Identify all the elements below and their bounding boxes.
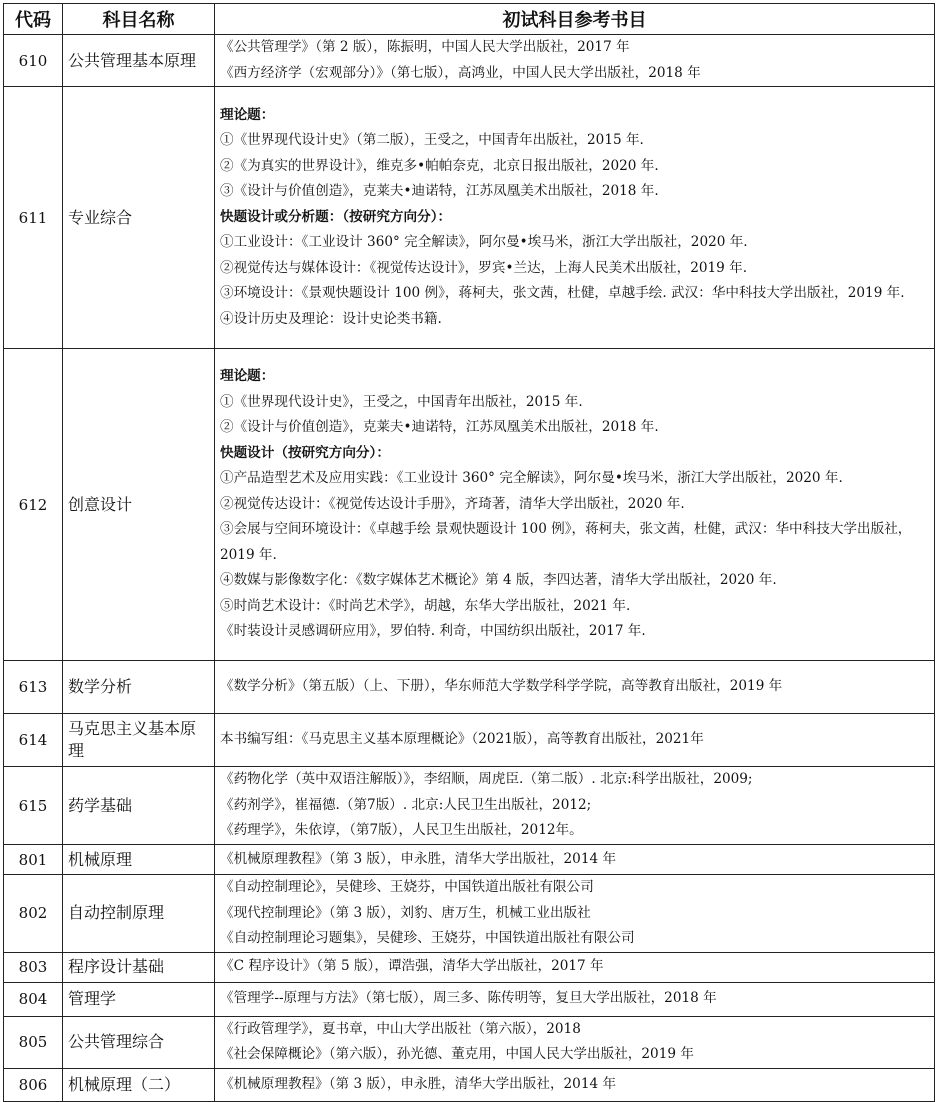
book-entry: ①《世界现代设计史》（第二版），王受之，中国青年出版社，2015 年. [220,132,644,149]
header-reference-books: 初试科目参考书目 [215,4,935,35]
header-row [4,4,935,35]
reference-books [215,87,935,349]
reference-books [215,875,935,953]
book-entry: ①产品造型艺术及应用实践：《工业设计 360° 完全解读》，阿尔曼•埃马米，浙江大学出版社，2020 年. [220,470,843,487]
reference-books [215,661,935,714]
book-entry: ④数媒与影像数字化：《数字媒体艺术概论》第 4 版，李四达著，清华大学出版社，2020 年. [220,572,777,589]
subject-name: 专业综合 [63,87,215,349]
book-entry: ③《设计与价值创造》，克莱夫•迪诺特，江苏凤凰美术出版社，2018 年. [220,183,659,200]
book-entry: 《行政管理学》，夏书章，中山大学出版社（第六版），2018 [220,1020,581,1037]
reference-books [215,767,935,845]
table-row [4,875,935,953]
reference-books [215,952,935,982]
table-row [4,661,935,714]
book-entry: ③环境设计：《景观快题设计 100 例》，蒋柯夫，张文茜，杜健，卓越手绘. 武汉：华中科技大学出版社，2019 年. [220,285,905,302]
book-entry: 《机械原理教程》（第 3 版），申永胜，清华大学出版社，2014 年 [220,1075,617,1092]
book-entry: ④设计历史及理论：设计史论类书籍. [220,310,442,327]
book-entry: 《药物化学（英中双语注解版）》，李绍顺，周虎臣.（第二版）. 北京:科学出版社，2009; [220,771,753,788]
header-code: 代码 [4,4,63,35]
book-entry: 《C 程序设计》（第 5 版），谭浩强，清华大学出版社，2017 年 [220,958,604,975]
reference-books [215,1068,935,1101]
subject-name: 公共管理基本原理 [63,35,215,87]
table-row [4,1068,935,1101]
subject-name: 药学基础 [63,767,215,845]
reference-books [215,35,935,87]
table-row [4,1016,935,1068]
book-entry: 《西方经济学（宏观部分）》（第七版），高鸿业，中国人民大学出版社，2018 年 [220,64,701,81]
subject-code: 611 [4,87,63,349]
table-row [4,349,935,661]
subject-name: 机械原理（二） [63,1068,215,1101]
subject-code: 802 [4,875,63,953]
book-entry: ②视觉传达与媒体设计：《视觉传达设计》，罗宾•兰达，上海人民美术出版社，2019 年. [220,259,748,276]
book-entry: 《自动控制理论习题集》，吴健珍、王娆芬，中国铁道出版社有限公司 [220,930,635,946]
reference-books [215,1016,935,1068]
reference-books [215,714,935,767]
subject-code: 614 [4,714,63,767]
subject-code: 804 [4,982,63,1016]
book-entry: ③会展与空间环境设计：《卓越手绘 景观快题设计 100 例》，蒋柯夫，张文茜，杜健，武汉：华中科技大学出版社，2019 年. [220,521,912,563]
book-entry: 《管理学--原理与方法》（第七版），周三多、陈传明等，复旦大学出版社，2018 年 [220,990,717,1007]
subject-name: 管理学 [63,982,215,1016]
reference-books [215,349,935,661]
book-entry: 《现代控制理论》（第 3 版），刘豹、唐万生，机械工业出版社 [220,904,591,921]
subject-name: 创意设计 [63,349,215,661]
subject-name: 数学分析 [63,661,215,714]
book-entry: ①《世界现代设计史》，王受之，中国青年出版社，2015 年. [220,393,583,410]
table-row [4,952,935,982]
section-heading: 快题设计或分析题：（按研究方向分）： [220,208,452,225]
subject-code: 806 [4,1068,63,1101]
book-entry: ②视觉传达设计：《视觉传达设计手册》，齐琦著，清华大学出版社，2020 年. [220,495,685,512]
table-row [4,35,935,87]
book-entry: 《机械原理教程》（第 3 版），申永胜，清华大学出版社，2014 年 [220,850,617,867]
book-entry: 本书编写组：《马克思主义基本原理概论》（2021版），高等教育出版社，2021年 [220,731,704,748]
subject-code: 805 [4,1016,63,1068]
table-row [4,982,935,1016]
book-entry: 《药理学》，朱依谆，（第7版），人民卫生出版社，2012年。 [220,822,583,839]
book-entry: 《数学分析》（第五版）（上、下册），华东师范大学数学科学学院，高等教育出版社，2019 年 [220,678,783,695]
reference-books [215,845,935,875]
table-row [4,714,935,767]
book-entry: 《自动控制理论》，吴健珍、王娆芬，中国铁道出版社有限公司 [220,879,594,895]
header-subject-name: 科目名称 [63,4,215,35]
section-heading: 理论题： [220,368,275,385]
book-entry: 《公共管理学》（第 2 版），陈振明，中国人民大学出版社，2017 年 [220,39,630,55]
subject-code: 612 [4,349,63,661]
subject-code: 801 [4,845,63,875]
subject-name: 自动控制原理 [63,875,215,953]
reference-book-table [3,3,935,1102]
table-row [4,767,935,845]
book-entry: ②《设计与价值创造》，克莱夫•迪诺特，江苏凤凰美术出版社，2018 年. [220,419,659,436]
subject-code: 610 [4,35,63,87]
book-entry: ②《为真实的世界设计》，维克多•帕帕奈克，北京日报出版社，2020 年. [220,157,659,174]
subject-name: 公共管理综合 [63,1016,215,1068]
book-entry: 《时装设计灵感调研应用》，罗伯特. 利奇，中国纺织出版社，2017 年. [220,623,646,640]
subject-code: 803 [4,952,63,982]
table-row [4,845,935,875]
subject-code: 615 [4,767,63,845]
book-entry: 《药剂学》，崔福德.（第7版）. 北京:人民卫生出版社，2012; [220,796,592,813]
subject-name: 马克思主义基本原理 [63,714,215,767]
book-entry: ⑤时尚艺术设计：《时尚艺术学》，胡越，东华大学出版社，2021 年. [220,597,631,614]
section-heading: 快题设计（按研究方向分）： [220,444,390,461]
book-entry: 《社会保障概论》（第六版），孙光德、董克用，中国人民大学出版社，2019 年 [220,1046,694,1062]
subject-name: 程序设计基础 [63,952,215,982]
subject-name: 机械原理 [63,845,215,875]
reference-books [215,982,935,1016]
table-row [4,87,935,349]
section-heading: 理论题： [220,106,275,123]
subject-code: 613 [4,661,63,714]
book-entry: ①工业设计：《工业设计 360° 完全解读》，阿尔曼•埃马米，浙江大学出版社，2020 年. [220,234,748,251]
